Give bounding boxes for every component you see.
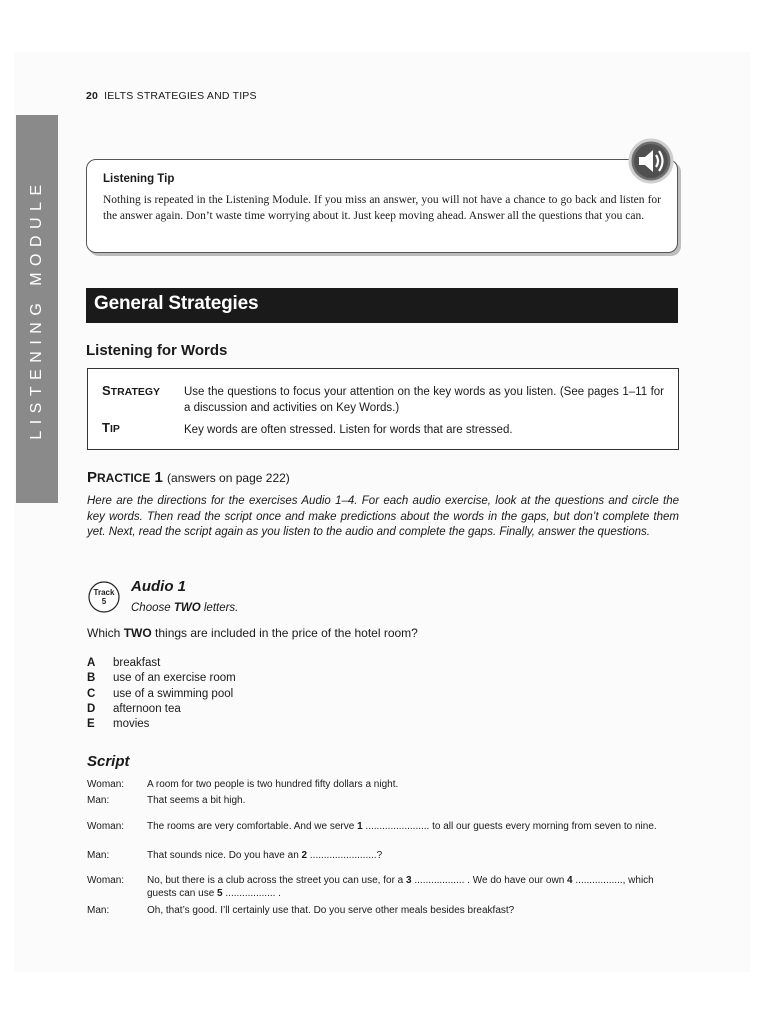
track-number: 5 [101, 597, 107, 606]
page-number: 20 [86, 90, 99, 102]
option-text: movies [113, 718, 150, 731]
option-letter: A [87, 657, 96, 669]
strategy-label: STRATEGY [102, 383, 161, 398]
speaker-line: Oh, that’s good. I’ll certainly use that. Do you serve other meals besides breakfast? [147, 905, 515, 916]
speaker-name: Man: [87, 795, 110, 806]
track-label: Track [93, 588, 115, 597]
speaker-name: Man: [87, 905, 110, 916]
option-letter: C [87, 687, 96, 700]
choose-instruction: Choose TWO letters. [131, 602, 239, 614]
speaker-name: Woman: [87, 779, 125, 790]
practice-heading: PRACTICE 1 (answers on page 222) [87, 469, 290, 486]
option-letter: E [87, 718, 95, 731]
strategy-box [87, 368, 679, 450]
speaker-icon [626, 138, 676, 184]
module-side-tab [16, 115, 58, 503]
header-title: IELTS STRATEGIES AND TIPS [104, 90, 257, 102]
audio-title: Audio 1 [131, 578, 186, 595]
option-text: use of an exercise room [113, 672, 236, 685]
section-heading: Listening for Words [86, 342, 228, 359]
tip-row-text: Key words are often stressed. Listen for words that are stressed. [184, 424, 513, 436]
speaker-name: Man: [87, 850, 110, 861]
speaker-name: Woman: [87, 875, 125, 886]
practice-note: (answers on page 222) [167, 471, 290, 485]
speaker-line: No, but there is a club across the street you can use, for a 3 .................. . We do have our own 4 ................., which guests can use 5 .................. . [147, 875, 654, 899]
script-heading: Script [87, 753, 130, 770]
strategy-text: Use the questions to focus your attention on the key words as you listen. (See pages 1–11 for a discussion and activities on Key Words.) [184, 386, 664, 414]
tip-text: Nothing is repeated in the Listening Module. If you miss an answer, you will not have a chance to go back and listen for the answer again. Don’t waste time worrying about it. Just keep moving ahead. Answer all the questions that you can. [103, 194, 661, 222]
section-band [86, 288, 678, 323]
option-letter: B [87, 672, 96, 685]
speaker-line: A room for two people is two hundred fifty dollars a night. [147, 779, 399, 790]
track-badge [88, 581, 120, 613]
question-text: Which TWO things are included in the price of the hotel room? [87, 626, 418, 640]
option-text: use of a swimming pool [113, 687, 234, 700]
tip-title: Listening Tip [103, 173, 175, 185]
speaker-line: That seems a bit high. [147, 795, 246, 806]
listening-tip-box [86, 159, 678, 253]
option-letter: D [87, 702, 96, 715]
tip-label: TIP [102, 420, 120, 435]
side-tab-label: LISTENING MODULE [28, 178, 45, 440]
band-title: General Strategies [94, 293, 259, 314]
option-text: breakfast [113, 657, 161, 669]
option-text: afternoon tea [113, 702, 181, 715]
speaker-name: Woman: [87, 821, 125, 832]
directions-text: Here are the directions for the exercises Audio 1–4. For each audio exercise, look at the questions and circle the key words. Then read the script once and make predictions about the words in the gaps, but don’t complete them yet. Next, read the script again as you listen to the audio and complete the gaps. Finally, answer the questions. [87, 495, 679, 538]
speaker-line: That sounds nice. Do you have an 2 ........................? [147, 850, 383, 861]
speaker-line: The rooms are very comfortable. And we serve 1 ....................... to all our guests every morning from seven to nine. [147, 821, 657, 832]
running-header [86, 90, 257, 102]
